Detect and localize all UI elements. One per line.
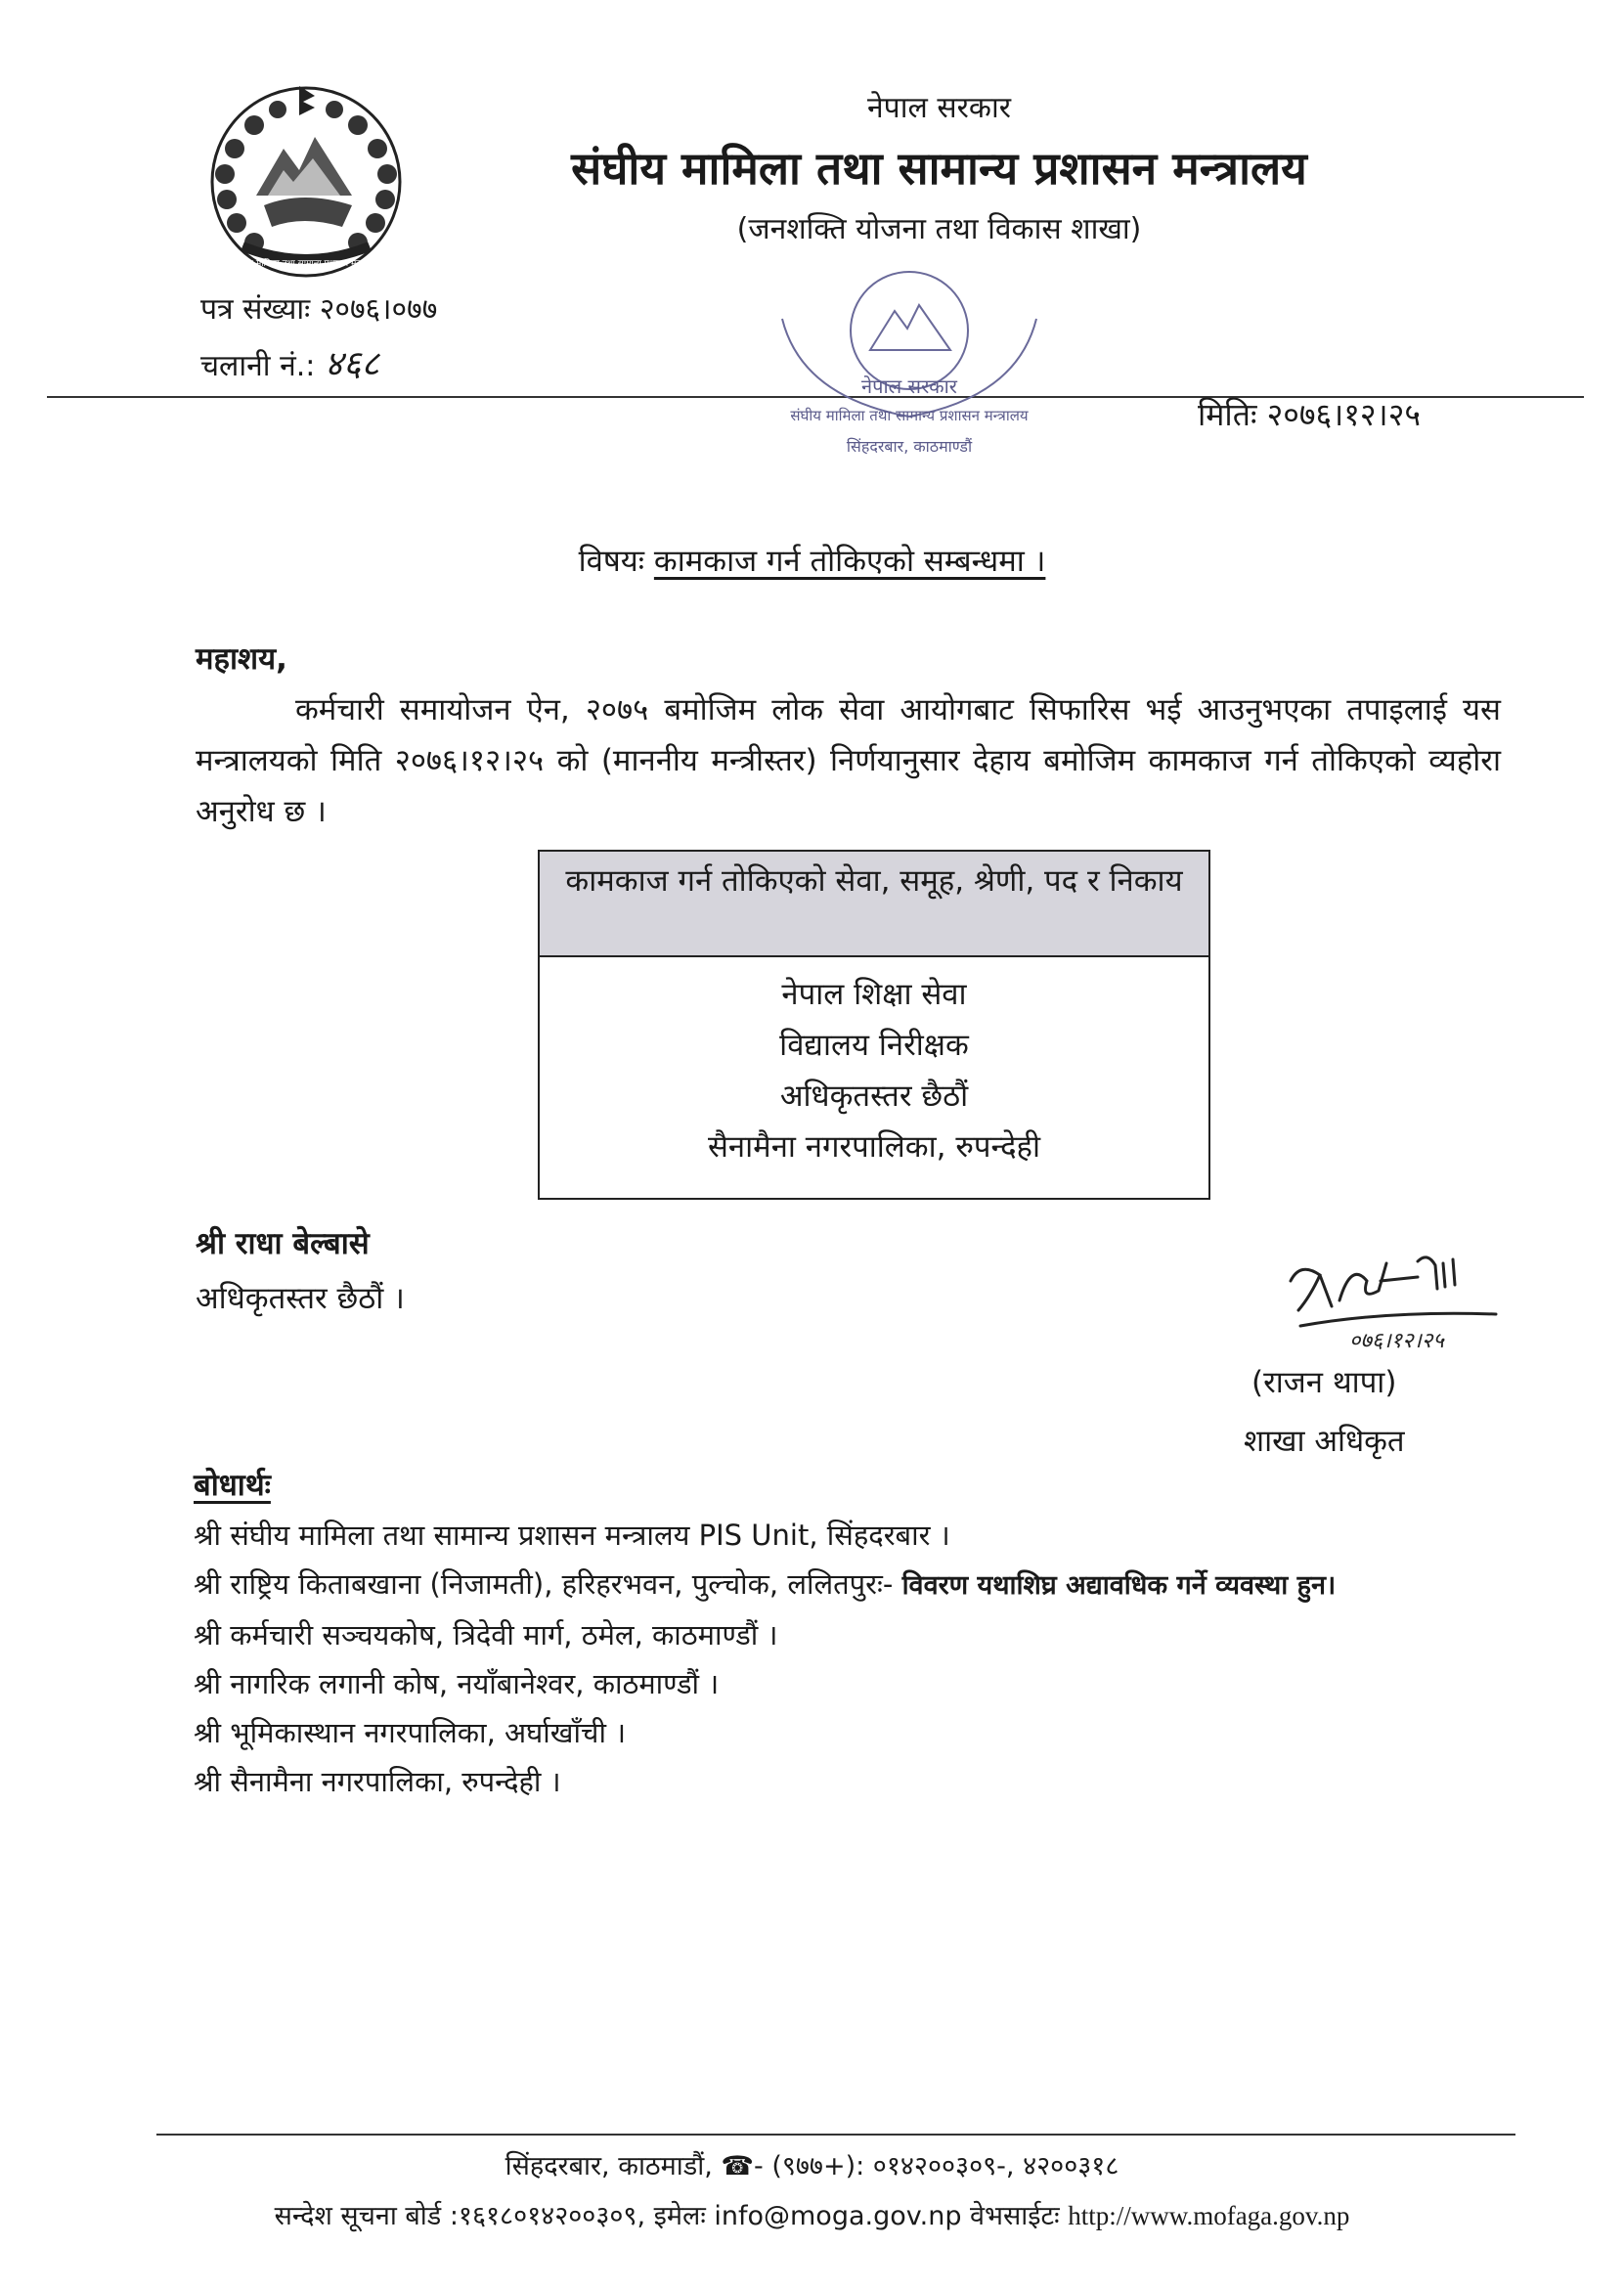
signature-date: ०७६।१२।२५ bbox=[1349, 1329, 1444, 1353]
subject-text: कामकाज गर्न तोकिएको सम्बन्धमा । bbox=[653, 544, 1046, 579]
footer-website-link[interactable]: http://www.mofaga.gov.np bbox=[1068, 2201, 1350, 2230]
ministry-name: संघीय मामिला तथा सामान्य प्रशासन मन्त्रालय bbox=[571, 142, 1307, 195]
letter-number-value: २०७६।०७७ bbox=[319, 292, 438, 327]
signatory-name: (राजन थापा) bbox=[1251, 1365, 1397, 1400]
signatory-position: शाखा अधिकृत bbox=[1244, 1424, 1405, 1459]
cc-item: श्री कर्मचारी सञ्चयकोष, त्रिदेवी मार्ग, ठमेल, काठमाण्डौं । bbox=[194, 1618, 778, 1652]
assignment-level: अधिकृतस्तर छैठौं bbox=[779, 1079, 969, 1114]
assignment-table-body bbox=[540, 957, 1208, 1172]
addressee-name: श्री राधा बेल्बासे bbox=[196, 1226, 370, 1261]
cc-item: श्री नागरिक लगानी कोष, नयाँबानेश्वर, काठमाण्डौं । bbox=[194, 1667, 720, 1700]
footer-address: सिंहदरबार, काठमाडौं, ☎- (९७७+): ०१४२००३०९-, ४२००३१८ bbox=[505, 2151, 1119, 2181]
seal-line2: संघीय मामिला तथा सामान्य प्रशासन मन्त्रालय bbox=[790, 407, 1029, 424]
assignment-table-header: कामकाज गर्न तोकिएको सेवा, समूह, श्रेणी, पद र निकाय bbox=[540, 852, 1208, 957]
letter-number-line bbox=[200, 287, 437, 328]
footer-contact bbox=[0, 2196, 1624, 2232]
cc-list bbox=[194, 1511, 1336, 1806]
branch-name: (जनशक्ति योजना तथा विकास शाखा) bbox=[736, 212, 1142, 246]
dispatch-number-value: ४६८ bbox=[324, 344, 380, 384]
cc-title: बोधार्थः bbox=[194, 1468, 271, 1503]
addressee-position: अधिकृतस्तर छैठौं । bbox=[196, 1281, 405, 1316]
assignment-office: सैनामैना नगरपालिका, रुपन्देही bbox=[707, 1129, 1041, 1165]
cc-item: श्री भूमिकास्थान नगरपालिका, अर्घाखाँची । bbox=[194, 1716, 627, 1749]
government-name: नेपाल सरकार bbox=[867, 91, 1011, 125]
assignment-post: विद्यालय निरीक्षक bbox=[779, 1028, 969, 1063]
seal-line3: सिंहदरबार, काठमाण्डौं bbox=[846, 437, 973, 456]
seal-line1: नेपाल सरकार bbox=[861, 374, 957, 398]
emblem-caption: संघीय मामिला तथा सामान्य प्रशासन मन्त्रालय bbox=[235, 259, 377, 269]
salutation: महाशय, bbox=[196, 641, 287, 677]
subject-line bbox=[0, 540, 1624, 581]
date-value: २०७६।१२।२५ bbox=[1266, 396, 1421, 433]
cc-item-note: विवरण यथाशिघ्र अद्यावधिक गर्ने व्यवस्था हुन। bbox=[901, 1570, 1337, 1601]
cc-item: श्री संघीय मामिला तथा सामान्य प्रशासन मन्त्रालय PIS Unit, सिंहदरबार । bbox=[194, 1519, 950, 1552]
letter-date bbox=[1198, 393, 1421, 435]
cc-item: श्री राष्ट्रिय किताबखाना (निजामती), हरिहरभवन, पुल्चोक, ललितपुरः- विवरण यथाशिघ्र अद्यावधिक गर्ने व्यवस्था हुन। bbox=[194, 1567, 1337, 1601]
letter-number-label: पत्र संख्याः bbox=[200, 292, 311, 327]
handwritten-signature bbox=[1271, 1242, 1515, 1359]
assignment-table bbox=[538, 850, 1210, 1200]
dispatch-number-line bbox=[200, 338, 379, 386]
footer-divider bbox=[156, 2134, 1515, 2136]
date-label: मितिः bbox=[1198, 396, 1257, 433]
cc-item: श्री सैनामैना नगरपालिका, रुपन्देही । bbox=[194, 1765, 561, 1798]
subject-label: विषयः bbox=[578, 544, 645, 579]
footer-contact-text: सन्देश सूचना बोर्ड :१६१८०१४२००३०९, इमेलः info@moga.gov.np वेभसाईटः bbox=[274, 2201, 1060, 2231]
letter-body: कर्मचारी समायोजन ऐन, २०७५ बमोजिम लोक सेवा आयोगबाट सिफारिस भई आउनुभएका तपाइलाई यस मन्त्रालयको मिति २०७६।१२।२५ को (माननीय मन्त्रीस्तर) निर्णयानुसार देहाय बमोजिम कामकाज गर्न तोकिएको व्यहोरा अनुरोध छ । bbox=[196, 692, 1501, 829]
assignment-service: नेपाल शिक्षा सेवा bbox=[781, 977, 967, 1012]
ministry-seal-icon bbox=[763, 260, 1056, 465]
dispatch-number-label: चलानी नं.: bbox=[200, 349, 316, 383]
